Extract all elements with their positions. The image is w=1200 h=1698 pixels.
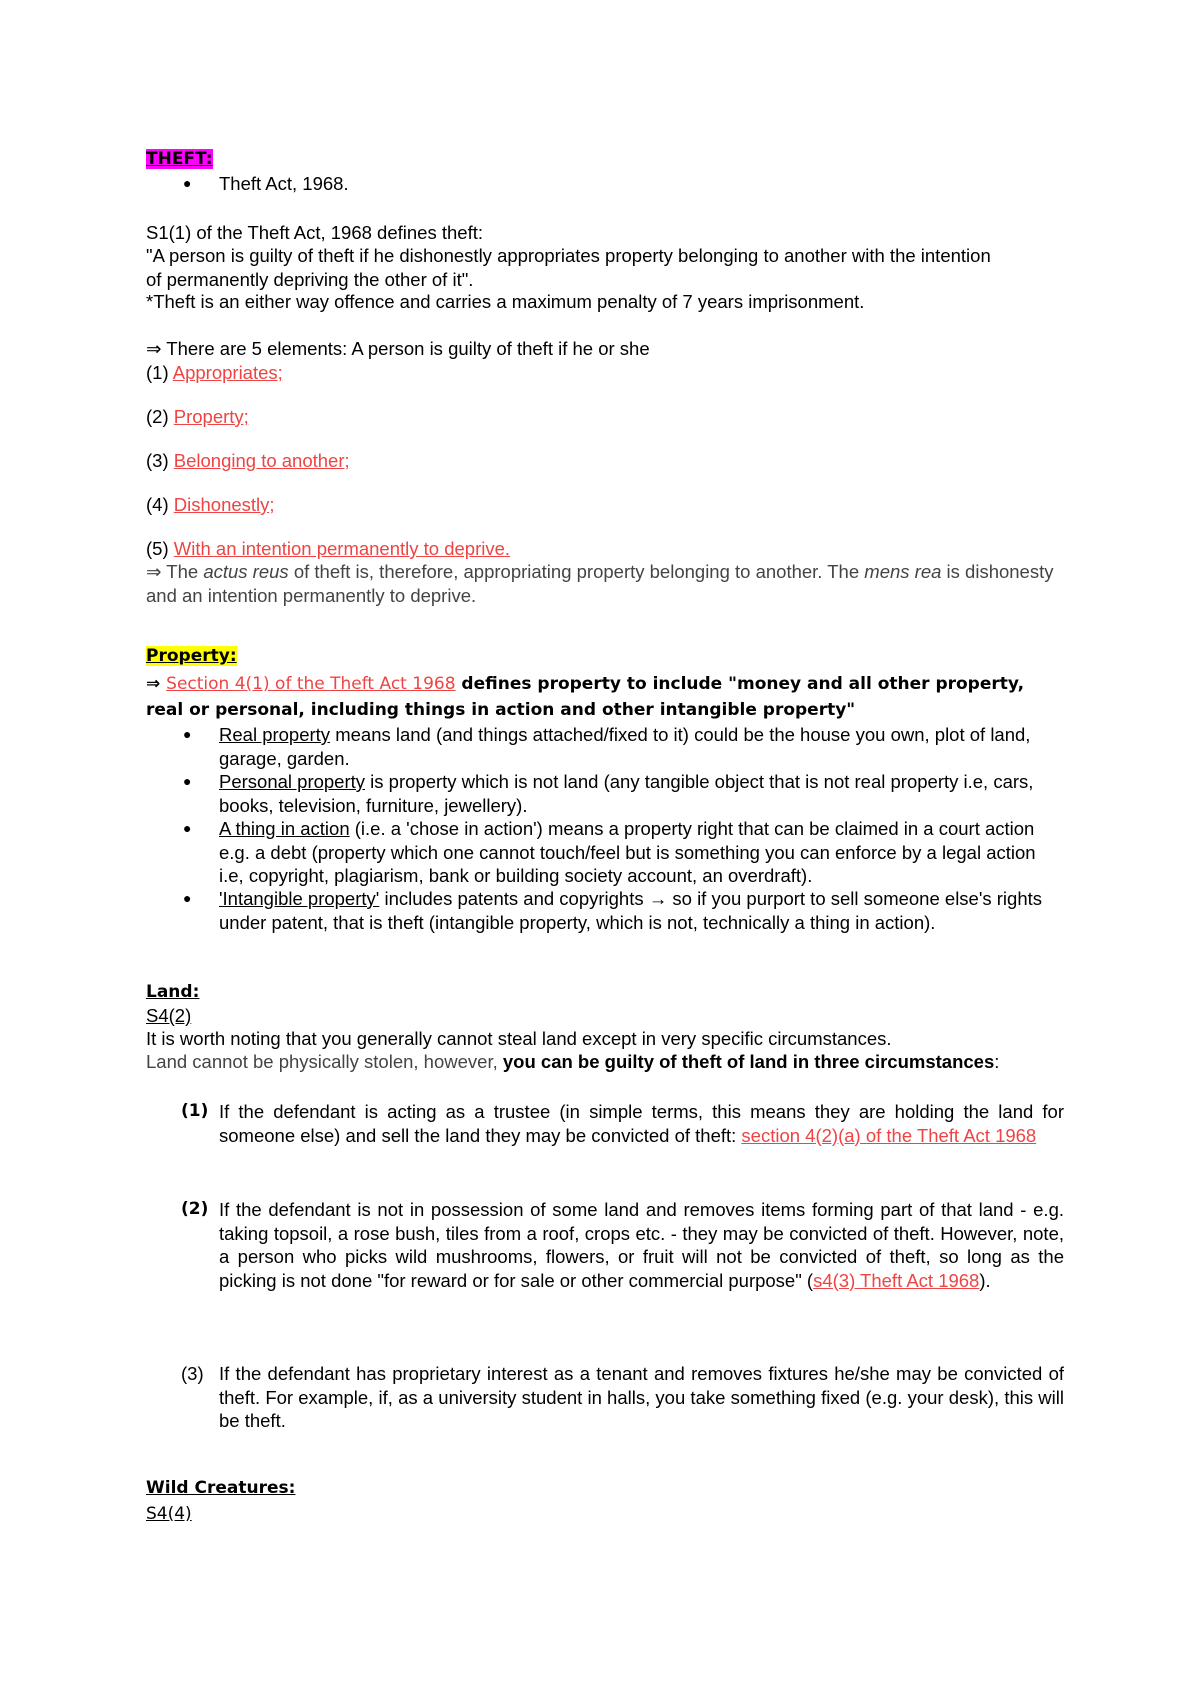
penalty-note: *Theft is an either way offence and carries a maximum penalty of 7 years imprisonment. <box>146 291 865 312</box>
land-heading: Land: <box>146 982 200 1002</box>
property-definition: ⇒ Section 4(1) of the Theft Act 1968 defines property to include "money and all other property, real or personal, including things in action and other intangible property" <box>146 674 1025 720</box>
element-link[interactable]: Property; <box>173 406 249 427</box>
theft-heading: THEFT: <box>146 149 213 169</box>
element-link[interactable]: Belonging to another; <box>173 450 350 471</box>
element-item: (5) With an intention permanently to deprive. <box>146 538 511 559</box>
definition-quote: "A person is guilty of theft if he dishonestly appropriates property belonging to another with the intention of permanently depriving the other of it". <box>146 245 991 290</box>
definition-line: S1(1) of the Theft Act, 1968 defines theft: <box>146 222 483 243</box>
section-4-2-a-link[interactable]: section 4(2)(a) of the Theft Act 1968 <box>741 1124 1037 1146</box>
land-circumstances: Land cannot be physically stolen, however, you can be guilty of theft of land in three circumstances: <box>146 1051 1000 1072</box>
wild-creatures-section: S4(4) <box>146 1504 192 1524</box>
bullet-icon: ● <box>183 773 192 789</box>
element-item: (2) Property; <box>146 406 249 427</box>
property-bullet: A thing in action (i.e. a 'chose in action') means a property right that can be claimed in a court action e.g. a debt (property which one cannot touch/feel but is something you can enforce by a legal action i.e, copyright, plagiarism, bank or building society account, an overdraft). <box>219 818 1036 886</box>
s4-3-link[interactable]: s4(3) Theft Act 1968 <box>813 1269 980 1291</box>
wild-creatures-heading: Wild Creatures: <box>146 1478 296 1498</box>
item-number: (2) <box>181 1199 209 1219</box>
land-circumstance-item: If the defendant is not in possession of some land and removes items forming part of that land - e.g. taking topsoil, a rose bush, tiles from a roof, crops etc. - they may be convicted of theft. However, note, a person who picks wild mushrooms, flowers, or fruit will not be convicted of theft, so long as the picking is not done "for reward or for sale or other commercial purpose" (s4(3) Theft Act 1968). <box>219 1199 1064 1291</box>
theft-act-bullet: Theft Act, 1968. <box>219 173 349 194</box>
land-circumstance-item: If the defendant is acting as a trustee (in simple terms, this means they are holding the land for someone else) and sell the land they may be convicted of theft: section 4(2)(a) of the Theft Act 1968 <box>219 1101 1064 1146</box>
element-item: (4) Dishonestly; <box>146 494 275 515</box>
land-section: S4(2) <box>146 1005 192 1026</box>
land-intro: It is worth noting that you generally cannot steal land except in very specific circumstances. <box>146 1028 892 1049</box>
property-bullet: Real property means land (and things attached/fixed to it) could be the house you own, plot of land, garage, garden. <box>219 724 1031 769</box>
element-item: (3) Belonging to another; <box>146 450 350 471</box>
bullet-icon: ● <box>183 175 192 191</box>
bullet-icon: ● <box>183 726 192 742</box>
actus-mens-summary: ⇒ The actus reus of theft is, therefore, appropriating property belonging to another. The mens rea is dishonesty and an intention permanently to deprive. <box>146 561 1054 606</box>
property-bullet: 'Intangible property' includes patents and copyrights → so if you purport to sell someone else's rights under patent, that is theft (intangible property, which is not, technically a thing in action). <box>219 888 1042 933</box>
item-number: (1) <box>181 1101 209 1121</box>
element-link[interactable]: Appropriates; <box>172 362 283 383</box>
element-item: (1) Appropriates; <box>146 362 283 383</box>
element-link[interactable]: With an intention permanently to deprive. <box>173 538 511 559</box>
item-number: (3) <box>181 1363 204 1384</box>
elements-intro: ⇒ There are 5 elements: A person is guilty of theft if he or she <box>146 338 650 359</box>
element-link[interactable]: Dishonestly; <box>173 494 275 515</box>
land-circumstance-item: If the defendant has proprietary interest as a tenant and removes fixtures he/she may be convicted of theft. For example, if, as a university student in halls, you take something fixed (e.g. your desk), this will be theft. <box>219 1363 1064 1431</box>
section-4-1-link[interactable]: Section 4(1) of the Theft Act 1968 <box>166 674 456 694</box>
bullet-icon: ● <box>183 820 192 836</box>
bullet-icon: ● <box>183 890 192 906</box>
property-bullet: Personal property is property which is not land (any tangible object that is not real property i.e, cars, books, television, furniture, jewellery). <box>219 771 1034 816</box>
property-heading: Property: <box>146 646 237 666</box>
